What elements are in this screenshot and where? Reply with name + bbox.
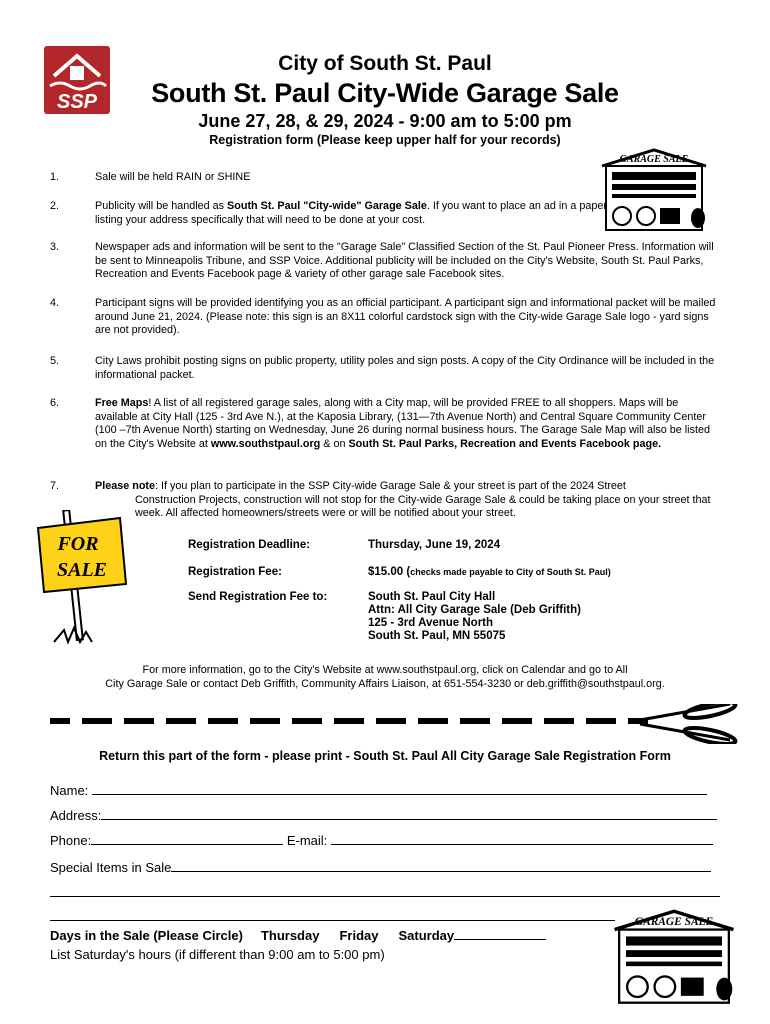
special-items-input-line[interactable] xyxy=(171,859,711,872)
item-number: 2. xyxy=(50,200,60,212)
item-text: Sale will be held RAIN or SHINE xyxy=(95,171,251,183)
list-item xyxy=(50,480,720,521)
item-number: 5. xyxy=(50,355,60,367)
address-input-line[interactable] xyxy=(101,807,717,820)
city-heading: City of South St. Paul xyxy=(278,52,492,75)
item-number: 3. xyxy=(50,241,60,253)
more-info: For more information, go to the City's Website at www.southstpaul.org, click on Calendar and go to All City Garage Sale or contact Deb Griffith, Community Affairs Liaison, at 651-554-3230 or deb.griffith@southstpaul.org. xyxy=(105,664,665,690)
list-item xyxy=(50,355,720,382)
phone-email-field[interactable] xyxy=(50,832,713,848)
list-item xyxy=(50,397,720,451)
email-input-line[interactable] xyxy=(331,832,713,845)
name-label: Name: xyxy=(50,783,92,798)
cut-line-with-scissors-icon xyxy=(50,704,750,744)
item-number: 7. xyxy=(50,480,60,492)
registration-form-note: Registration form (Please keep upper half for your records) xyxy=(209,133,561,147)
page-title: South St. Paul City-Wide Garage Sale xyxy=(151,78,619,108)
garage-sale-illustration xyxy=(610,903,738,1011)
for-sale-line2: SALE xyxy=(56,559,108,581)
item-text: Free Maps! A list of all registered garage sales, along with a City map, will be provided FREE to all shoppers. Maps will be available at City Hall (125 - 3rd Ave N.), at the Kaposia Library, (131—7th Avenue North) and Central Square Community Center (100 –7th Avenue North) starting on Wednesday, June 26 during normal business hours. The Garage Sale Map will also be listed on the City's Website at www.southstpaul.org & on South St. Paul Parks, Recreation and Events Facebook page. xyxy=(95,397,710,450)
garage-sign-text: GARAGE SALE xyxy=(619,154,689,165)
send-fee-label: Send Registration Fee to: xyxy=(188,591,328,603)
list-item xyxy=(50,171,720,185)
item-text: City Laws prohibit posting signs on public property, utility poles and sign posts. A copy of the City Ordinance will be included in the informational packet. xyxy=(95,355,715,381)
item-text: Newspaper ads and information will be sent to the "Garage Sale" Classified Section of the St. Paul Pioneer Press. Information will be sent to Minneapolis Tribune, and SSP Voice. Additional publicity will be included on the City's Website, South St. Paul Parks, Recreation and Events Facebook page & variety of other garage sale Facebook sites. xyxy=(95,241,714,280)
special-items-field[interactable] xyxy=(50,859,711,875)
fee-label: Registration Fee: xyxy=(188,566,282,578)
item-number: 6. xyxy=(50,397,60,409)
name-field[interactable] xyxy=(50,782,707,798)
day-thursday[interactable]: Thursday xyxy=(260,928,320,943)
deadline-label: Registration Deadline: xyxy=(188,539,311,551)
blank-line[interactable] xyxy=(50,896,720,897)
email-label: E-mail: xyxy=(283,833,331,848)
phone-input-line[interactable] xyxy=(91,832,283,845)
day-friday[interactable]: Friday xyxy=(339,928,379,943)
for-sale-line1: FOR xyxy=(57,533,99,555)
item-text: Publicity will be handled as South St. Paul "City-wide" Garage Sale. If you want to place an ad in a paper listing your address specifically that will need to be done at your cost. xyxy=(95,200,607,226)
hours-label: List Saturday's hours (if different than 9:00 am to 5:00 pm) xyxy=(50,947,385,962)
fee-value: $15.00 (checks made payable to City of South St. Paul) xyxy=(368,566,611,578)
list-item xyxy=(50,200,610,227)
day-saturday[interactable]: Saturday xyxy=(398,928,455,943)
send-fee-address: South St. Paul City Hall Attn: All City Garage Sale (Deb Griffith) 125 - 3rd Avenue North South St. Paul, MN 55075 xyxy=(368,591,581,642)
sale-dates: June 27, 28, & 29, 2024 - 9:00 am to 5:00 pm xyxy=(198,111,572,131)
address-field[interactable] xyxy=(50,807,717,823)
item-text: Please note: If you plan to participate in the SSP City-wide Garage Sale & your street is part of the 2024 Street Construction Projects, construction will not stop for the City-wide Garage Sale & could be taking place on your street that week. All affected homeowners/streets were or will be notified about your street. xyxy=(95,480,711,519)
return-heading: Return this part of the form - please print - South St. Paul All City Garage Sale Registration Form xyxy=(99,749,671,763)
days-field xyxy=(50,927,546,943)
address-label: Address: xyxy=(50,808,102,823)
days-label: Days in the Sale (Please Circle) xyxy=(50,928,243,943)
list-item xyxy=(50,241,720,282)
logo-text: SSP xyxy=(56,91,98,113)
item-number: 1. xyxy=(50,171,60,183)
saturday-input-line[interactable] xyxy=(454,927,546,940)
phone-label: Phone: xyxy=(50,833,92,848)
for-sale-sign-illustration xyxy=(34,510,130,646)
special-items-label: Special Items in Sale xyxy=(50,860,172,875)
item-text: Participant signs will be provided identifying you as an official participant. A participant sign and informational packet will be mailed around June 21, 2024. (Please note: this sign is an 8X11 colorful cardstock sign with the City-wide Garage Sale logo - yard signs are not provided). xyxy=(95,297,716,336)
garage-sign-text: GARAGE SALE xyxy=(634,916,714,928)
deadline-value: Thursday, June 19, 2024 xyxy=(368,539,501,551)
item-number: 4. xyxy=(50,297,60,309)
name-input-line[interactable] xyxy=(92,782,707,795)
blank-line[interactable] xyxy=(50,920,615,921)
garage-sale-illustration xyxy=(598,146,710,234)
list-item xyxy=(50,297,720,338)
